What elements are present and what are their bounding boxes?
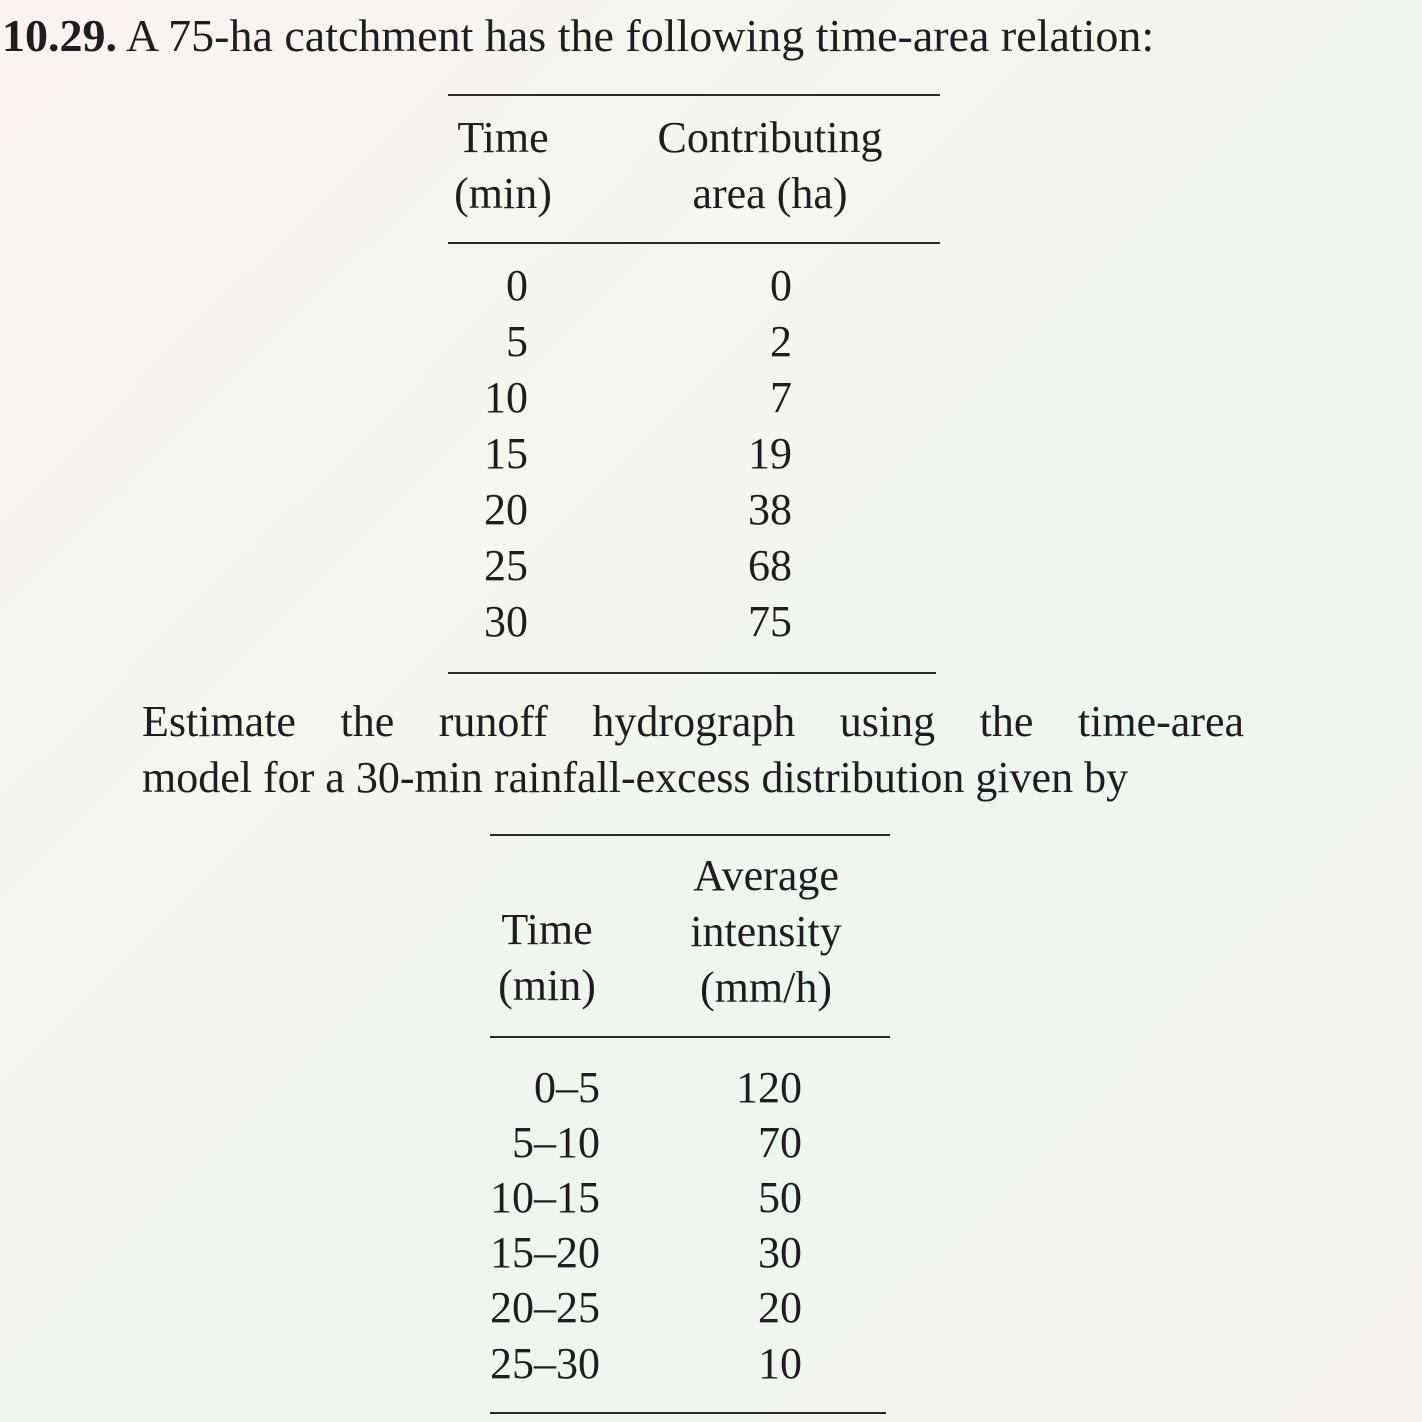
table-bottom-rule bbox=[490, 1412, 886, 1414]
problem-heading bbox=[2, 8, 1154, 64]
table-top-rule bbox=[490, 834, 890, 836]
instruction-line-1: Estimate the runoff hydrograph using the time-area bbox=[142, 697, 1244, 746]
table-cell: 0 bbox=[770, 261, 792, 310]
table-cell: 20 bbox=[758, 1283, 802, 1332]
header-average: Average bbox=[693, 851, 839, 900]
table-cell: 75 bbox=[748, 597, 792, 646]
instruction-line-2: model for a 30-min rainfall-excess distribution given by bbox=[142, 753, 1129, 802]
table-header-rule bbox=[490, 1036, 890, 1038]
problem-number: 10.29. bbox=[2, 10, 117, 61]
table-cell: 25 bbox=[484, 541, 528, 590]
table-cell: 5 bbox=[506, 317, 528, 366]
table-header-rule bbox=[448, 242, 940, 244]
table-cell: 30 bbox=[484, 597, 528, 646]
table-cell: 50 bbox=[758, 1173, 802, 1222]
table-cell: 19 bbox=[748, 429, 792, 478]
table-cell: 70 bbox=[758, 1118, 802, 1167]
header-time-unit: (min) bbox=[454, 169, 552, 218]
header-time: Time bbox=[457, 113, 549, 162]
problem-statement: A 75-ha catchment has the following time-area relation: bbox=[125, 10, 1155, 61]
instruction-paragraph bbox=[142, 694, 1244, 806]
table-cell: 25–30 bbox=[490, 1339, 600, 1388]
header-time: Time bbox=[501, 905, 593, 954]
table-cell: 30 bbox=[758, 1228, 802, 1277]
table-cell: 120 bbox=[736, 1063, 802, 1112]
header-time-unit: (min) bbox=[498, 961, 596, 1010]
table-cell: 20–25 bbox=[490, 1283, 600, 1332]
table-cell: 15–20 bbox=[490, 1228, 600, 1277]
header-intensity-unit: (mm/h) bbox=[700, 963, 832, 1012]
table-top-rule bbox=[448, 94, 940, 96]
table-cell: 10–15 bbox=[490, 1173, 600, 1222]
table-bottom-rule bbox=[448, 672, 936, 674]
header-area-unit: area (ha) bbox=[692, 169, 848, 218]
table-cell: 0–5 bbox=[534, 1063, 600, 1112]
table-cell: 5–10 bbox=[512, 1118, 600, 1167]
table-cell: 0 bbox=[506, 261, 528, 310]
table-cell: 2 bbox=[770, 317, 792, 366]
table-cell: 10 bbox=[484, 373, 528, 422]
table-cell: 38 bbox=[748, 485, 792, 534]
table-cell: 7 bbox=[770, 373, 792, 422]
header-intensity: intensity bbox=[690, 907, 842, 956]
table-cell: 20 bbox=[484, 485, 528, 534]
header-contributing: Contributing bbox=[657, 113, 883, 162]
table-cell: 10 bbox=[758, 1339, 802, 1388]
table-cell: 15 bbox=[484, 429, 528, 478]
table-cell: 68 bbox=[748, 541, 792, 590]
